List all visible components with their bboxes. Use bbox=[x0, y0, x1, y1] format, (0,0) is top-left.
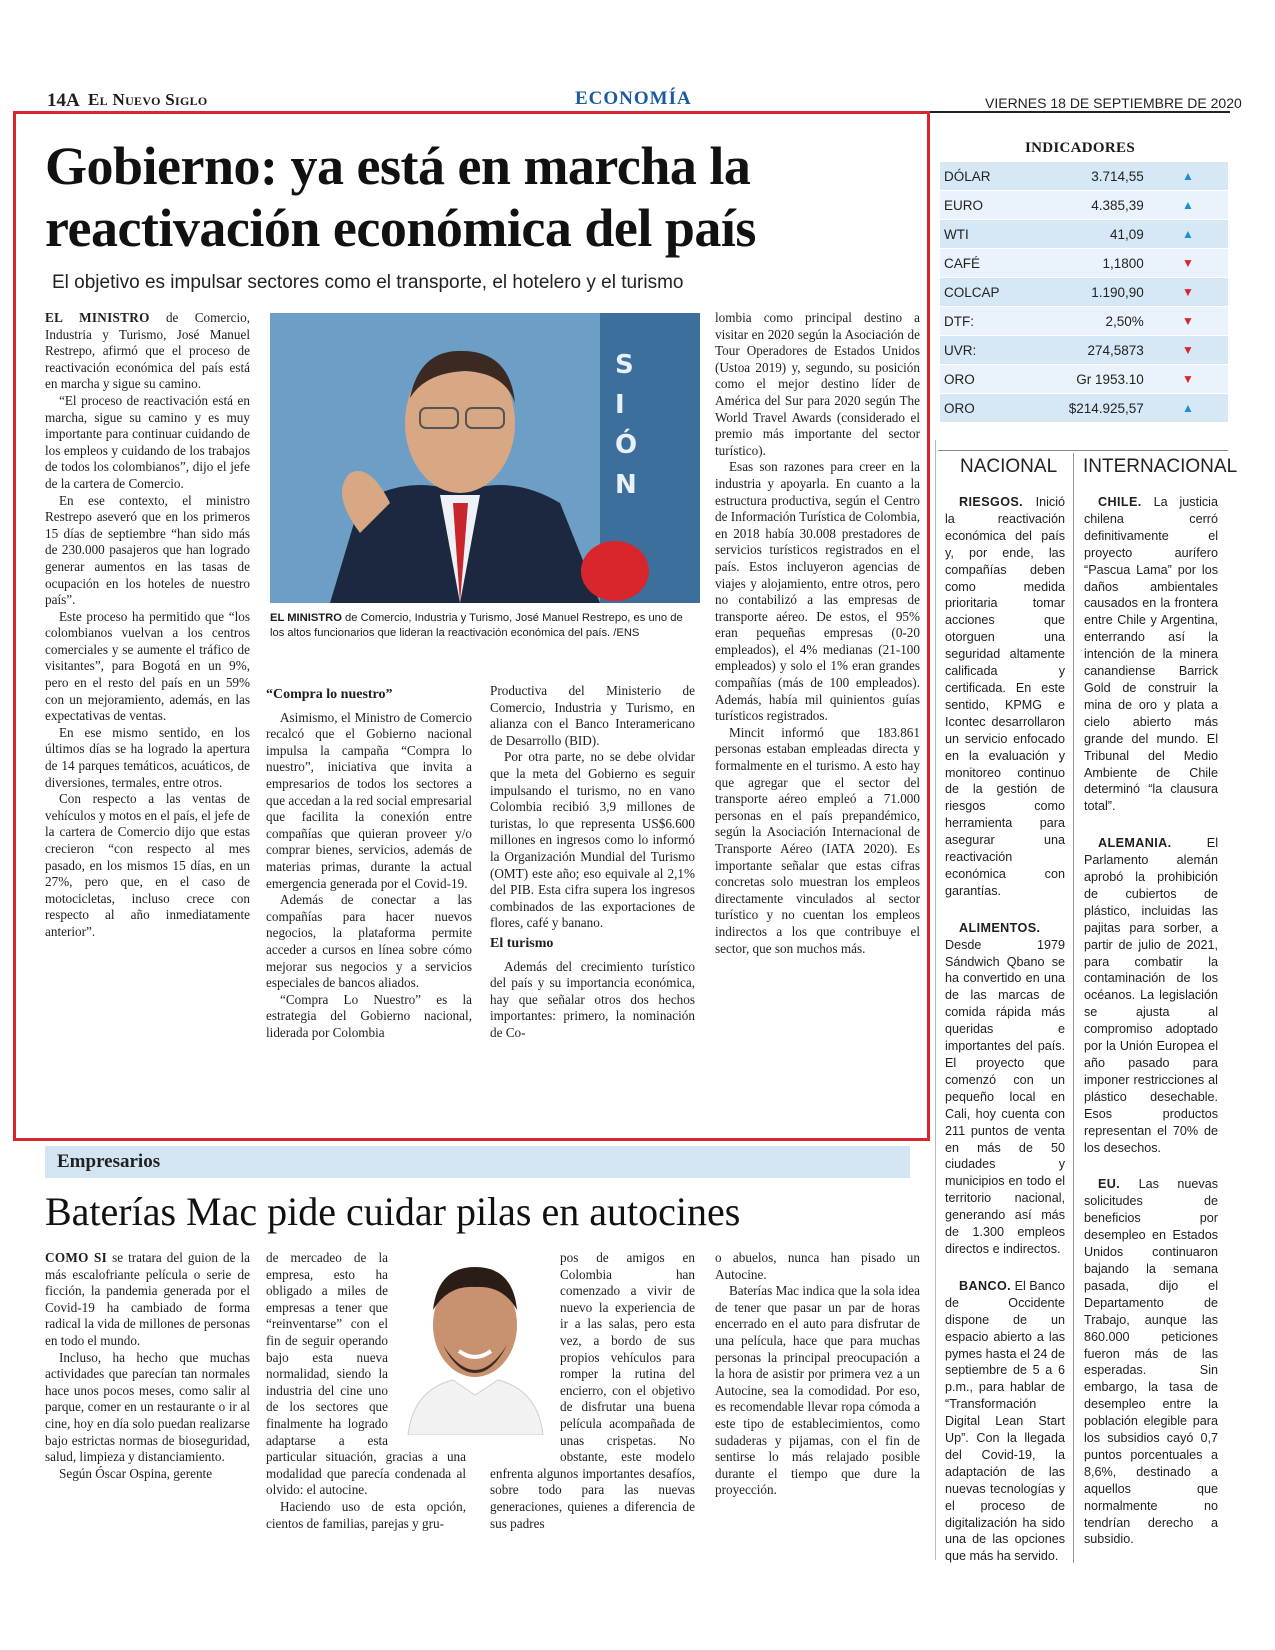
section-title: ECONOMÍA bbox=[575, 88, 692, 109]
trend-up-icon: ▲ bbox=[1148, 191, 1228, 220]
svg-text:S: S bbox=[615, 350, 634, 380]
paragraph: Asimismo, el Ministro de Comercio recalcó que el Gobierno nacional impulsa la campaña “Compra lo nuestro”, iniciativa que invita a empresarios de todos los sectores a que accedan a la red social empresarial que facilita la conexión entre compañías que quieran proveer y/o comprar bienes, servicios, además de materias primas, durante la actual emergencia generada por el Covid-19. bbox=[266, 709, 472, 891]
divider bbox=[1073, 453, 1074, 1563]
internacional-title: INTERNACIONAL bbox=[1083, 456, 1238, 477]
indicator-name: DTF: bbox=[940, 307, 1016, 336]
indicators-table bbox=[940, 162, 1228, 423]
main-subheadline: El objetivo es impulsar sectores como el transporte, el hotelero y el turismo bbox=[52, 272, 684, 293]
caption-text: de Comercio, Industria y Turismo, José Manuel Restrepo, es uno de los altos funcionarios que lideran la reactivación económica del país. /ENS bbox=[270, 612, 683, 639]
empresarios-column-1 bbox=[45, 1250, 250, 1482]
trend-down-icon: ▼ bbox=[1148, 336, 1228, 365]
indicator-name: COLCAP bbox=[940, 278, 1016, 307]
svg-text:N: N bbox=[615, 470, 637, 500]
brief-item bbox=[1084, 835, 1218, 1156]
brief-item bbox=[1084, 1176, 1218, 1548]
manager-photo bbox=[393, 1245, 558, 1435]
brief-lead: ALEMANIA. bbox=[1098, 836, 1172, 851]
trend-up-icon: ▲ bbox=[1148, 394, 1228, 423]
indicator-name: CAFÉ bbox=[940, 249, 1016, 278]
section-subtitle: El turismo bbox=[490, 935, 554, 951]
main-headline: Gobierno: ya está en marcha la reactivación económica del país bbox=[45, 136, 756, 258]
indicator-name: UVR: bbox=[940, 336, 1016, 365]
paragraph: En ese contexto, el ministro Restrepo aseveró que en los primeros 15 días de septiembre “han sido más de 230.000 pasajeros que han logrado generar aumentos en las tasas de ocupación en los hoteles de nuestro país”. bbox=[45, 492, 250, 608]
trend-down-icon: ▼ bbox=[1148, 278, 1228, 307]
paragraph: Haciendo uso de esta opción, cientos de familias, parejas y gru- bbox=[266, 1498, 466, 1531]
minister-photo bbox=[270, 313, 700, 603]
indicator-name: ORO bbox=[940, 394, 1016, 423]
indicator-row bbox=[940, 220, 1228, 249]
paragraph: Según Óscar Ospina, gerente bbox=[59, 1465, 213, 1481]
indicator-value: 1.190,90 bbox=[1016, 278, 1148, 307]
article-column-4 bbox=[715, 310, 920, 957]
empresarios-headline: Baterías Mac pide cuidar pilas en autocines bbox=[45, 1189, 741, 1234]
paragraph: o abuelos, nunca han pisado un Autocine. bbox=[715, 1250, 920, 1282]
brief-text: Inició la reactivación económica del país y, por ende, las compañías deben como medida prioritaria tomar acciones que otorguen una seguridad altamente calificada y certificada. En este sentido, KPMG e Icontec desarrollaron un servicio enfocado en la evaluación y monitoreo continuo de la gestión de riesgos como herramienta para asegurar una reactivación económica con garantías. bbox=[945, 495, 1065, 898]
divider bbox=[935, 440, 936, 1560]
paragraph: Por otra parte, no se debe olvidar que la meta del Gobierno es seguir impulsando el turismo, no en vano Colombia recibió 3,9 millones de turistas, lo que representa US$6.600 millones en ingresos como lo informó la Organización Mundial del Turismo (OMT) este año; eso equivale al 2,1% del PIB. Esta cifra supera los ingresos combinados de las exportaciones de flores, café y banano. bbox=[490, 749, 695, 931]
empresarios-column-4 bbox=[715, 1250, 920, 1499]
issue-date: VIERNES 18 DE SEPTIEMBRE DE 2020 bbox=[985, 95, 1242, 111]
paragraph: pos de amigos en Colombia han comenzado a vivir de nuevo la experiencia de ir a las salas, pero esta vez, a bordo de sus propios vehículos para romper la rutina del encierro, con el objetivo de disfrutar una buena película acompañada de unas crispetas. No obstante, este modelo enfrenta algunos importantes desafíos, sobre todo para las nuevas generaciones, quienes a diferencia de sus padres bbox=[490, 1250, 695, 1531]
brief-text: Desde 1979 Sándwich Qbano se ha convertido en una de las marcas de comida rápida más queridas e importantes del país. El proyecto que comenzó con un pequeño local en Cali, hoy cuenta con 211 puntos de venta en más de 50 ciudades y municipios en todo el territorio nacional, generando así más de 1.300 empleos directos e indirectos. bbox=[945, 937, 1065, 1256]
brief-lead: RIESGOS. bbox=[959, 495, 1024, 509]
trend-down-icon: ▼ bbox=[1148, 307, 1228, 336]
indicator-name: DÓLAR bbox=[940, 162, 1016, 191]
empresarios-label: Empresarios bbox=[57, 1151, 161, 1172]
paragraph-text: de Comercio, Industria y Turismo, José Manuel Restrepo, afirmó que el proceso de reactivación económica del país está en marcha y sigue su camino. bbox=[45, 310, 250, 392]
brief-text: El Parlamento alemán aprobó la prohibición de cubiertos de plástico, incluidas las pajitas para sorber, a partir de julio de 2021, para combatir la contaminación de los océanos. La legislación se ajusta al compromiso adoptado por la Unión Europea el año pasado para imponer restricciones al plástico desechable. Esos productos representan el 70% de los desechos. bbox=[1084, 836, 1218, 1155]
brief-item bbox=[945, 494, 1065, 900]
trend-up-icon: ▲ bbox=[1148, 162, 1228, 191]
indicator-name: EURO bbox=[940, 191, 1016, 220]
paragraph: “Compra Lo Nuestro” es la estrategia del Gobierno nacional, liderada por Colombia bbox=[266, 991, 472, 1040]
article-column-2 bbox=[266, 683, 472, 1041]
paragraph bbox=[45, 1250, 250, 1350]
article-column-3 bbox=[490, 683, 695, 1041]
indicator-row bbox=[940, 278, 1228, 307]
empresarios-band bbox=[45, 1146, 910, 1178]
brief-lead: CHILE. bbox=[1098, 495, 1142, 509]
brief-text: Las nuevas solicitudes de beneficios por desempleo en Estados Unidos continuaron bajando la semana pasada, dijo el Departamento de Trabajo, aunque las 860.000 peticiones fueron más de las esperadas. Sin embargo, la tasa de desempleo entre la población elegible para los subsidios cayó 0,7 puntos porcentuales a 8,6%, destinado a aquellos que normalmente no tendrían derecho a subsidio. bbox=[1084, 1177, 1218, 1547]
manager-photo-illustration bbox=[393, 1245, 558, 1435]
internacional-briefs bbox=[1084, 494, 1218, 1568]
indicator-row bbox=[940, 365, 1228, 394]
indicator-value: 41,09 bbox=[1016, 220, 1148, 249]
indicators-title: INDICADORES bbox=[1025, 140, 1135, 156]
nacional-title: NACIONAL bbox=[960, 456, 1058, 477]
indicator-row bbox=[940, 191, 1228, 220]
indicator-row bbox=[940, 162, 1228, 191]
trend-down-icon: ▼ bbox=[1148, 365, 1228, 394]
paragraph: Además de conectar a las compañías para hacer nuevos negocios, la plataforma permite acceder a cursos en línea sobre cómo mejorar sus negocios y a servicios especiales de bancos aliados. bbox=[266, 892, 472, 991]
brief-text: El Banco de Occidente dispone de un espacio abierto a las pymes hasta el 24 de septiembre de 5 a 6 p.m., para hablar de “Transformación Digital Lean Start Up”. Con la llegada del Covid-19, la adaptación de las nuevas tecnologías y el proceso de digitalización ha sido una de las opciones que más ha servido. bbox=[945, 1278, 1065, 1564]
brief-text: La justicia chilena cerró definitivamente el proyecto aurífero “Pascua Lama” por los daños ambientales causados en la frontera entre Chile y Argentina, enterrando así la intención de la minera canandiense Barrick Gold de construir la mina de oro y plata a cielo abierto más grande del mundo. El Tribunal del Medio Ambiente de Chile determinó “la clausura total”. bbox=[1084, 495, 1218, 814]
indicator-name: ORO bbox=[940, 365, 1016, 394]
indicator-value: 4.385,39 bbox=[1016, 191, 1148, 220]
trend-down-icon: ▼ bbox=[1148, 249, 1228, 278]
nacional-briefs bbox=[945, 494, 1065, 1585]
indicator-value: 274,5873 bbox=[1016, 336, 1148, 365]
indicator-row bbox=[940, 336, 1228, 365]
paragraph: Este proceso ha permitido que “los colombianos vuelvan a los centros comerciales y se aumente el tráfico de visitantes”, para Bogotá en un 9%, pero en el resto del país en un 59% con un mejoramiento, además, en las expectativas de ventas. bbox=[45, 608, 250, 724]
svg-text:I: I bbox=[615, 390, 625, 420]
section-subtitle: “Compra lo nuestro” bbox=[266, 687, 393, 702]
paragraph: Incluso, ha hecho que muchas actividades que parecían tan normales hace unos pocos meses, como salir al parque, comer en un restaurante o ir al cine, hoy en día solo puedan realizarse bajo estrictas normas de bioseguridad, salud, limpieza y distanciamiento. bbox=[45, 1349, 250, 1465]
brief-lead: BANCO. bbox=[959, 1278, 1012, 1293]
paragraph: Con respecto a las ventas de vehículos y motos en el país, el jefe de la cartera de Comercio dijo que estas crecieron “con respecto al mes pasado, en los mismos 15 días, en un 27%, pero que, en el caso de motocicletas, incluso crece con respecto al año inmediatamente anterior”. bbox=[45, 791, 250, 939]
paragraph: Esas son razones para creer en la industria y apoyarla. En cuanto a la estructura productiva, según el Centro de Información Turística de Colombia, en 2018 había 30.008 prestadores de servicios turísticos registrados en el país. Estos incluyeron agencias de viajes y alojamiento, entre otros, pero no contabilizó a las empresas de transporte aéreo. De estos, el 95% eran pequeñas empresas (0-20 empleados), el 4% medianas (21-100 empleados) y solo el 1% eran grandes compañías (más de 100 empleados). Además, había mil quinientos guías turísticos registrados. bbox=[715, 459, 920, 724]
brief-item bbox=[1084, 494, 1218, 815]
publication-name: El Nuevo Siglo bbox=[88, 90, 208, 109]
indicator-row bbox=[940, 394, 1228, 423]
paragraph: En ese mismo sentido, en los últimos días se ha logrado la apertura de 14 parques temáticos, acuáticos, de diversiones, termales, entre otros. bbox=[45, 724, 250, 790]
paragraph-text: se tratara del guion de la más escalofriante película o serie de ficción, la pandemia generada por el Covid-19 ha cambiado de forma radical la vida de millones de personas en todo el mundo. bbox=[45, 1250, 250, 1348]
paragraph: “El proceso de reactivación está en marcha, sigue su camino y es muy importante para continuar cuidando de los empleos y cuidando de los trabajos de todos los colombianos”, dijo el jefe de la cartera de Comercio. bbox=[45, 392, 250, 491]
indicator-value: 3.714,55 bbox=[1016, 162, 1148, 191]
indicator-row bbox=[940, 307, 1228, 336]
article-column-1 bbox=[45, 310, 250, 941]
divider bbox=[938, 450, 1228, 451]
indicator-value: 1,1800 bbox=[1016, 249, 1148, 278]
paragraph bbox=[45, 310, 250, 393]
indicator-value: $214.925,57 bbox=[1016, 394, 1148, 423]
lead-in: COMO SI bbox=[45, 1250, 108, 1265]
brief-lead: ALIMENTOS. bbox=[959, 920, 1041, 935]
paragraph: Además del crecimiento turístico del país y su importancia económica, hay que señalar otros dos hechos importantes: primero, la nominación de Co- bbox=[490, 958, 695, 1040]
lead-in: EL MINISTRO bbox=[45, 310, 150, 325]
brief-lead: EU. bbox=[1098, 1177, 1121, 1192]
minister-photo-illustration bbox=[270, 313, 700, 603]
indicator-row bbox=[940, 249, 1228, 278]
paragraph: Mincit informó que 183.861 personas estaban empleadas directa y formalmente en el turismo. A esto hay que agregar que el sector del transporte aéreo empleó a 71.000 personas en el país prepandémico, según la Asociación Internacional de Transporte Aéreo (IATA 2020). Es importante señalar que estas cifras concretas solo muestran los empleos directamente vinculados al sector turístico y no cuentan los empleos indirectos a los que contribuye el sector, que son muchos más. bbox=[715, 724, 920, 956]
paragraph: lombia como principal destino a visitar en 2020 según la Asociación de Tour Operadores de Estados Unidos (Ustoa 2019) y, segundo, su posición como el mejor destino líder de América del Sur para 2020 según The World Travel Awards (considerado el premio más importante del sector turístico). bbox=[715, 310, 920, 458]
paragraph: de mercadeo de la empresa, esto ha obligado a miles de empresas a tener que “reinventarse” con el fin de seguir operando bajo esta nueva normalidad, siendo la industria del cine uno de los sectores que finalmente ha logrado adaptarse a esta particular situación, gracias a una modalidad que parecía condenada al olvido: el autocine. bbox=[266, 1250, 466, 1498]
paragraph: Productiva del Ministerio de Comercio, Industria y Turismo, en alianza con el Banco Interamericano de Desarrollo (BID). bbox=[490, 683, 695, 748]
paragraph: Baterías Mac indica que la sola idea de tener que pasar un par de horas encerrado en el auto para disfrutar de una película, hace que para muchas personas la principal preocupación a la hora de asistir por primera vez a un Autocine, sea la comodidad. Por eso, es recomendable llevar ropa cómoda a este tipo de establecimientos, como sudaderas y pijamas, con el fin de sentirse lo más relajado posible durante el tiempo que dure la proyección. bbox=[715, 1283, 920, 1498]
page-number: 14A bbox=[47, 90, 80, 111]
indicator-value: Gr 1953.10 bbox=[1016, 365, 1148, 394]
caption-lead: EL MINISTRO bbox=[270, 612, 342, 624]
brief-item bbox=[945, 1278, 1065, 1565]
indicator-name: WTI bbox=[940, 220, 1016, 249]
indicator-value: 2,50% bbox=[1016, 307, 1148, 336]
trend-up-icon: ▲ bbox=[1148, 220, 1228, 249]
photo-caption bbox=[270, 611, 700, 641]
brief-item bbox=[945, 920, 1065, 1258]
svg-text:Ó: Ó bbox=[615, 430, 638, 460]
